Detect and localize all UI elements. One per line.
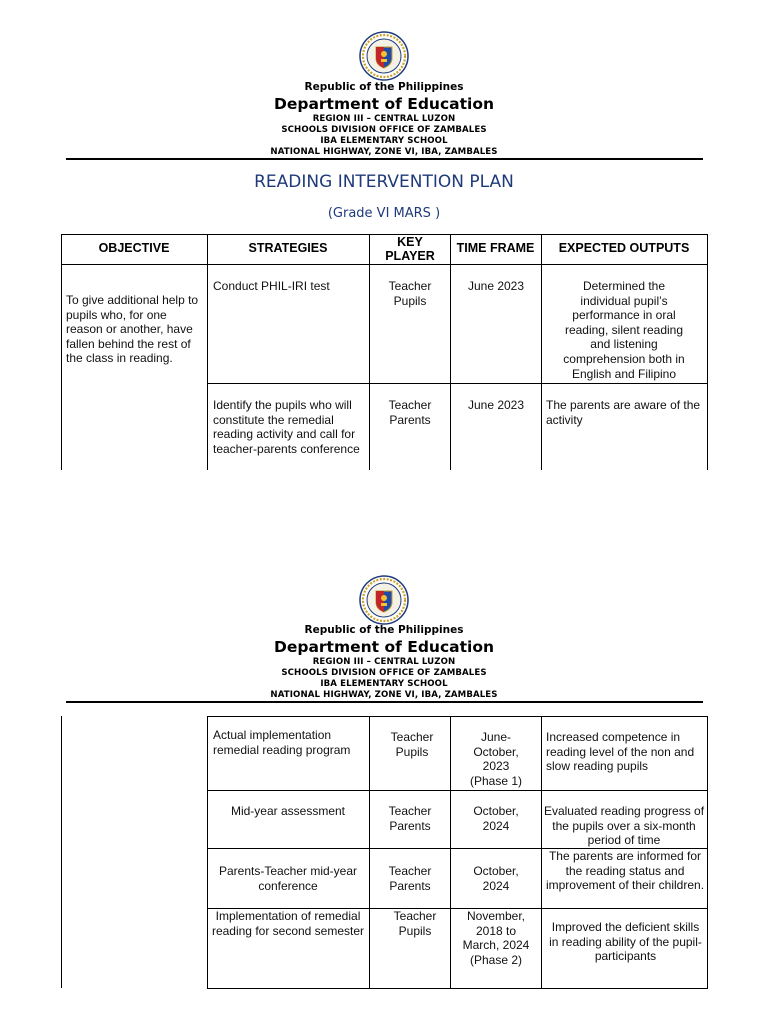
deped-seal-logo (359, 31, 409, 81)
table-border (369, 234, 370, 470)
header-strategies: STRATEGIES (248, 241, 328, 255)
key-player-cell: Teacher Parents (388, 804, 432, 833)
department-title: Department of Education (273, 95, 495, 113)
school-label: IBA ELEMENTARY SCHOOL (320, 136, 448, 146)
table-border (707, 716, 708, 988)
header-divider (66, 701, 703, 703)
table-border (207, 790, 708, 791)
time-frame-cell: June 2023 (467, 398, 525, 412)
header-objective: OBJECTIVE (98, 241, 170, 255)
key-player-cell: Teacher Parents (388, 398, 432, 427)
table-border (541, 716, 542, 988)
objective-cell: To give additional help to pupils who, for one reason or another, have fallen behind the rest of the class in reading. (66, 293, 199, 366)
table-border (369, 716, 370, 988)
table-border (207, 988, 708, 989)
table-border (207, 234, 208, 470)
republic-label: Republic of the Philippines (304, 81, 464, 93)
expected-output-cell: The parents are aware of the activity (546, 398, 701, 427)
table-border (61, 716, 62, 988)
plan-subtitle: (Grade VI MARS ) (327, 206, 441, 221)
republic-label: Republic of the Philippines (304, 624, 464, 636)
header-time-frame: TIME FRAME (456, 241, 535, 255)
strategy-cell: Mid-year assessment (230, 804, 346, 818)
table-border (207, 383, 708, 384)
header-expected-outputs: EXPECTED OUTPUTS (558, 241, 690, 255)
strategy-cell: Actual implementation remedial reading program (213, 728, 351, 757)
time-frame-cell: October, 2024 (473, 864, 519, 893)
expected-output-cell: Improved the deficient skills in reading ability of the pupil-participants (549, 920, 702, 964)
key-player-cell: Teacher Pupils (393, 909, 437, 938)
region-label: REGION III – CENTRAL LUZON (312, 114, 456, 124)
department-title: Department of Education (273, 638, 495, 656)
key-player-cell: Teacher Pupils (390, 730, 434, 759)
table-border (61, 264, 708, 265)
strategy-cell: Parents-Teacher mid-year conference (218, 864, 358, 893)
deped-seal-logo (359, 575, 409, 625)
division-label: SCHOOLS DIVISION OFFICE OF ZAMBALES (281, 125, 487, 135)
plan-title: READING INTERVENTION PLAN (254, 172, 514, 192)
strategy-cell: Identify the pupils who will constitute the remedial reading activity and call for teacher-parents conference (213, 398, 360, 456)
time-frame-cell: October, 2024 (473, 804, 519, 833)
table-border (207, 716, 208, 988)
table-border (61, 234, 62, 470)
header-divider (66, 158, 703, 160)
expected-output-cell: The parents are informed for the reading status and improvement of their children. (545, 849, 705, 893)
address-label: NATIONAL HIGHWAY, ZONE VI, IBA, ZAMBALES (270, 147, 498, 157)
time-frame-cell: November, 2018 to March, 2024 (Phase 2) (462, 909, 530, 967)
strategy-cell: Conduct PHIL-IRI test (213, 279, 330, 293)
time-frame-cell: June- October, 2023 (Phase 1) (469, 730, 523, 788)
key-player-cell: Teacher Pupils (388, 279, 432, 308)
region-label: REGION III – CENTRAL LUZON (312, 657, 456, 667)
table-border (707, 234, 708, 470)
expected-output-cell: Determined the individual pupil’s performance in oral reading, silent reading and listening comprehension both in English and Filipino (563, 279, 685, 381)
division-label: SCHOOLS DIVISION OFFICE OF ZAMBALES (281, 668, 487, 678)
school-label: IBA ELEMENTARY SCHOOL (320, 679, 448, 689)
expected-output-cell: Evaluated reading progress of the pupils over a six-month period of time (543, 804, 705, 848)
expected-output-cell: Increased competence in reading level of the non and slow reading pupils (546, 730, 695, 774)
header-key-player: KEY PLAYER (385, 235, 435, 263)
address-label: NATIONAL HIGHWAY, ZONE VI, IBA, ZAMBALES (270, 690, 498, 700)
time-frame-cell: June 2023 (467, 279, 525, 293)
key-player-cell: Teacher Parents (388, 864, 432, 893)
table-border (207, 716, 708, 717)
strategy-cell: Implementation of remedial reading for second semester (211, 909, 365, 938)
table-border (450, 234, 451, 470)
table-border (541, 234, 542, 470)
